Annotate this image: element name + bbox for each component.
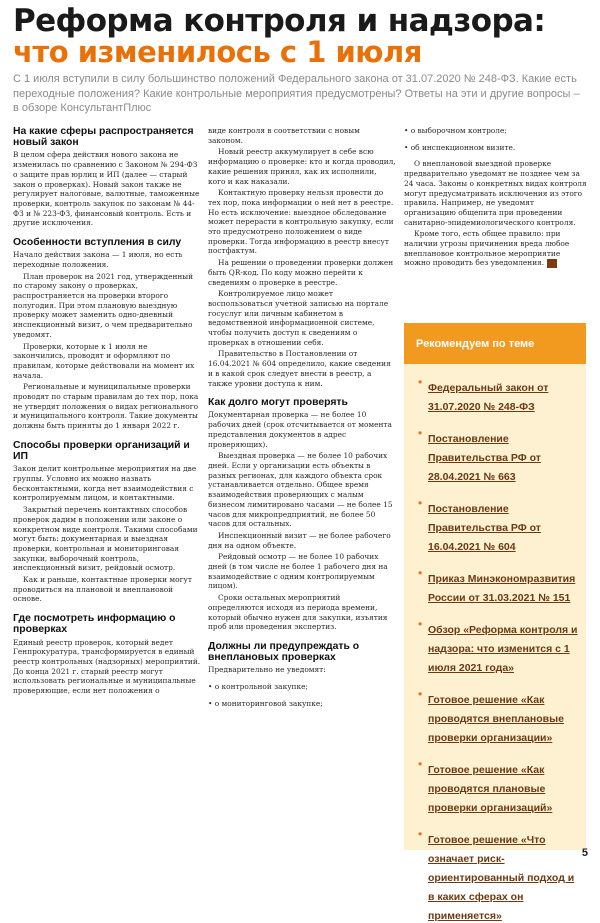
section-heading: На какие сферы распространяется новый закон <box>13 126 194 149</box>
paragraph: О внеплановой выездной проверке предварительно уведомят не позднее чем за 24 часа. Законы о конкретных видах контроля могут предусматривать исключения из этого правила. Например, не уведомят организацию общепита при проведении санитарно-эпидемиологического контроля. <box>404 159 587 227</box>
list-item: • о выборочном контроле; <box>404 126 507 135</box>
paragraph <box>404 229 587 268</box>
paragraph: Документарная проверка — не более 10 рабочих дней (срок отсчитывается от момента представления документов в адрес проверяющих). <box>208 410 392 449</box>
recommended-link[interactable]: Федеральный закон от 31.07.2020 № 248-ФЗ <box>428 382 549 413</box>
section-heading: Способы проверки организаций и ИП <box>13 439 190 463</box>
paragraph: В целом сфера действия нового закона не изменилась по сравнению с Законом № 294-ФЗ о защите прав юрлиц и ИП (далее — старый закон о проверках). Новый закон также не регулирует налоговые, валютные, таможенные проверки, контроль закупок по законам № 44-ФЗ и № 223-ФЗ, финансовый контроль. Есть и другие исключения. <box>13 150 200 228</box>
recommended-box <box>404 323 586 922</box>
recommended-title: Рекомендуем по теме <box>416 338 535 350</box>
list-item <box>418 376 578 414</box>
recommended-link[interactable]: Обзор «Реформа контроля и надзора: что изменится с 1 июля 2021 года» <box>428 624 578 674</box>
list-item <box>418 497 578 554</box>
list-item: • об инспекционном визите. <box>404 142 516 152</box>
paragraph: План проверок на 2021 год, утвержденный по старому закону о проверках, распространяется на проверки второго полугодия. При этом плановую выездную проверку может заменить одно-дневный инспекционный визит, о чем предварительно уведомят. <box>13 271 194 339</box>
list-item <box>418 758 578 815</box>
recommended-link[interactable]: Готовое решение «Как проводятся внеплановые проверки организации» <box>428 694 564 744</box>
article-column-2 <box>208 126 396 715</box>
lead-paragraph: С 1 июля вступили в силу большинство положений Федерального закона от 31.07.2020 № 248-ФЗ. Какие есть переходные положения? Какие контрольные мероприятия предусмотрены? Ответы на эти и другие вопросы – в обзоре КонсультантПлюс <box>13 73 580 115</box>
paragraph: Контролируемое лицо может воспользоваться учетной записью на портале госуслуг или личным кабинетом в ведомственной информационной системе, чтобы получить доступ к сведениям о проверках в отношении себя. <box>208 289 389 347</box>
paragraph: Новый реестр аккумулирует в себе всю информацию о проверке: кто и когда проводил, какие решения принял, как их исполнили, кого и как наказали. <box>208 147 396 186</box>
section-heading: Должны ли предупреждать о внеплановых проверках <box>208 640 360 664</box>
article-column-3 <box>404 126 587 270</box>
section-heading: Как долго могут проверять <box>208 397 348 409</box>
paragraph: Сроки остальных мероприятий определяются исходя из периода времени, который обычно нужен для закупки, изъятия проб или проведения экспертиз. <box>208 593 388 632</box>
paragraph: На решении о проведении проверки должен быть QR-код. По коду можно перейти к сведениям о проверке в реестре. <box>208 258 394 287</box>
paragraph: Выездная проверка — не более 10 рабочих дней. Если у организации есть объекты в разных регионах, для каждого объекта срок устанавливается отдельно. Общее время взаимодействия проверяющих с малым бизнесом лимитировано часами — не более 15 часов для микропредприятий, не более 50 часов для остальных. <box>208 451 393 529</box>
recommended-link[interactable]: Готовое решение «Что означает риск-ориентированный подход и в каких сферах он применяется» <box>428 834 575 922</box>
page-number: 5 <box>581 847 588 859</box>
paragraph: Закон делит контрольные мероприятия на две группы. Условно их можно назвать бесконтактными, когда нет взаимодействия с контролируемым лицом, и контактными. <box>13 464 197 503</box>
section-heading: Где посмотреть информацию о проверках <box>13 613 176 636</box>
paragraph: Единый реестр проверок, который ведет Генпрокуратура, трансформируется в единый реестр контрольных (надзорных) мероприятий. До конца 2021 г. старый реестр могут использовать региональные и муниципальные проверяющие, если нет положения о <box>13 637 201 696</box>
paragraph: Начало действия закона — 1 июля, но есть переходные положения. <box>13 250 183 269</box>
recommended-link[interactable]: Готовое решение «Как проводятся плановые проверки организаций» <box>428 764 553 814</box>
recommended-link[interactable]: Постановление Правительства РФ от 16.04.2021 № 604 <box>428 503 541 553</box>
end-mark-icon: КП <box>547 259 557 268</box>
section-heading: Особенности вступления в силу <box>13 237 182 249</box>
recommended-box-header <box>404 323 586 364</box>
list-item <box>418 427 578 484</box>
paragraph: Проверки, которые к 1 июля не закончились, проводят и оформляют по правилам, которые действовали на момент их начала. <box>13 341 195 380</box>
paragraph: Инспекционный визит — не более рабочего дня на одном объекте. <box>208 530 391 550</box>
paragraph: Как и раньше, контактные проверки могут проводиться на плановой и внеплановой основе. <box>13 575 192 604</box>
paragraph: Региональные и муниципальные проверки проводят по старым правилам до тех пор, пока не утвердят положения о видах регионального и муниципального контроля. Такие документы должны быть приняты до 1 января 2022 г. <box>13 382 199 431</box>
article-column-1 <box>13 126 201 698</box>
list-item: • о мониторинговой закупке; <box>208 698 323 708</box>
page-subtitle: что изменилось с 1 июля <box>13 35 422 69</box>
page-title: Реформа контроля и надзора: <box>13 3 546 39</box>
paragraph: Правительство в Постановлении от 16.04.2021 № 604 определило, какие сведения и в какой срок следует внести в реестр, а также уровни доступа к ним. <box>208 349 391 388</box>
recommended-link[interactable]: Постановление Правительства РФ от 28.04.2021 № 663 <box>428 433 541 483</box>
paragraph-text: Кроме того, есть общее правило: при наличии угрозы причинения вреда любое внеплановое контрольное мероприятие можно проводить без уведомления. <box>404 229 570 268</box>
paragraph: Предварительно не уведомят: <box>208 665 326 675</box>
recommended-link[interactable]: Приказ Минэкономразвития России от 31.03.2021 № 151 <box>428 573 576 604</box>
paragraph: Контактную проверку нельзя провести до тех пор, пока информации о ней нет в реестре. Но есть исключение: выездное обследование может перерасти в контрольную закупку, если это предусмотрено положением о виде проверки. Тогда информацию в реестр внесут постфактум. <box>208 188 394 256</box>
paragraph: Закрытый перечень контактных способов проверок дадим в положении или законе о конкретном виде контроля. Такими способами могут быть: документарная и выездная проверки, контрольная и мониторинговая закупки, выборочный контроль, инспекционный визит, рейдовый осмотр. <box>13 505 198 573</box>
recommended-list <box>404 364 586 923</box>
paragraph: Рейдовый осмотр — не более 10 рабочих дней (в том числе не более 1 рабочего дня на взаимодействие с одним контролируемым лицом). <box>208 552 388 591</box>
list-item <box>418 567 578 605</box>
list-item <box>418 688 578 745</box>
paragraph: виде контроля в соответствии с новым законом. <box>208 126 360 145</box>
list-item <box>418 618 578 675</box>
list-item: • о контрольной закупке; <box>208 682 308 692</box>
list-item <box>418 828 578 923</box>
